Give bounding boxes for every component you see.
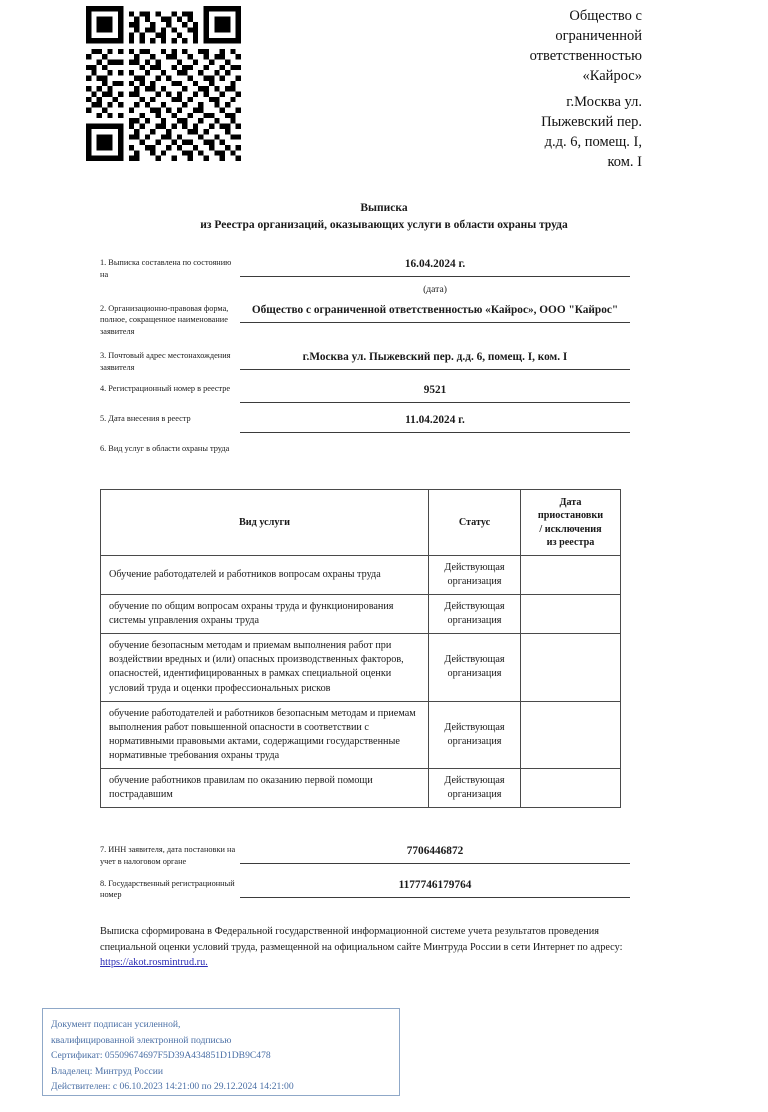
column-header-service: Вид услуги <box>101 490 429 556</box>
service-suspension-date <box>521 556 621 595</box>
field-row-3 <box>100 349 630 374</box>
organization-address-block <box>432 92 642 172</box>
organization-name-line-2: ограниченной <box>555 28 642 44</box>
form-fields-upper <box>100 256 630 460</box>
field-row-1 <box>100 256 630 281</box>
field-5-value: 11.04.2024 г. <box>240 412 630 433</box>
form-fields-lower <box>100 843 630 901</box>
document-header <box>0 0 768 172</box>
column-header-suspension-date <box>521 490 621 556</box>
column-header-suspension-date-line-3: / исключения <box>539 523 602 535</box>
signature-owner: Владелец: Минтруд России <box>51 1065 163 1077</box>
service-name: обучение по общим вопросам охраны труда и функционирования системы управления охраны труда <box>101 595 429 634</box>
table-row <box>101 701 621 768</box>
service-status: Действующая организация <box>429 556 521 595</box>
service-status: Действующая организация <box>429 595 521 634</box>
service-suspension-date <box>521 701 621 768</box>
address-line-3: д.д. 6, помещ. I, <box>544 134 642 150</box>
service-suspension-date <box>521 634 621 701</box>
service-status: Действующая организация <box>429 701 521 768</box>
field-8-label: 8. Государственный регистрационный номер <box>100 878 235 900</box>
field-6-value <box>240 442 630 460</box>
service-status: Действующая организация <box>429 768 521 807</box>
service-name: обучение работодателей и работников безопасным методам и приемам выполнения работ повышенной опасности в соответствии с нормативными правовыми актами, содержащими государственные нормативные требования охраны труда <box>101 701 429 768</box>
page-title-line-1: Выписка <box>360 202 408 214</box>
address-line-1: г.Москва ул. <box>566 94 642 110</box>
column-header-suspension-date-line-2: приостановки <box>537 510 604 522</box>
organization-name-line-4: «Кайрос» <box>582 68 642 84</box>
table-row <box>101 768 621 807</box>
signature-line-1: Документ подписан усиленной, <box>51 1019 181 1030</box>
table-row <box>101 595 621 634</box>
electronic-signature-stamp <box>42 1008 400 1096</box>
service-name: Обучение работодателей и работников вопросам охраны труда <box>101 556 429 595</box>
field-row-7 <box>100 843 630 868</box>
field-6-label: 6. Вид услуг в области охраны труда <box>100 444 230 454</box>
field-4-label: 4. Регистрационный номер в реестре <box>100 384 231 394</box>
footer-note-text: Выписка сформирована в Федеральной государственной информационной системе учета результатов проведения специальной оценки условий труда, размещенной на официальном сайте Минтруда России в сети Интернет по адресу: <box>100 926 623 953</box>
field-8-value: 1177746179764 <box>240 877 630 898</box>
page-title <box>100 200 668 233</box>
service-name: обучение работников правилам по оказанию первой помощи пострадавшим <box>101 768 429 807</box>
field-2-value: Общество с ограниченной ответственностью «Кайрос», ООО "Кайрос" <box>240 302 630 323</box>
signature-certificate: Сертификат: 05509674697F5D39A434851D1DB9C478 <box>51 1050 271 1062</box>
service-suspension-date <box>521 768 621 807</box>
service-name: обучение безопасным методам и приемам выполнения работ при воздействии вредных и (или) опасных производственных факторов, опасностей, идентифицированных в рамках специальной оценки условий труда и оценки профессиональных рисков <box>101 634 429 701</box>
table-header-row <box>101 490 621 556</box>
field-3-label: 3. Почтовый адрес местонахождения заявителя <box>100 350 231 372</box>
table-row <box>101 634 621 701</box>
field-2-label: 2. Организационно-правовая форма, полное, сокращенное наименование заявителя <box>100 303 229 337</box>
table-row <box>101 556 621 595</box>
signature-line-2: квалифицированной электронной подписью <box>51 1034 232 1046</box>
field-row-8 <box>100 877 630 902</box>
service-suspension-date <box>521 595 621 634</box>
field-7-value: 7706446872 <box>240 843 630 864</box>
field-1-label: 1. Выписка составлена по состоянию на <box>100 258 232 279</box>
organization-name-line-1: Общество с <box>569 8 642 24</box>
field-4-value: 9521 <box>240 382 630 403</box>
column-header-suspension-date-line-1: Дата <box>559 497 582 508</box>
field-row-2 <box>100 302 630 338</box>
field-row-6 <box>100 442 630 460</box>
services-table <box>100 489 621 808</box>
organization-name-block <box>432 6 642 86</box>
footer-note <box>100 924 656 971</box>
field-1-value: 16.04.2024 г. <box>240 256 630 277</box>
qr-code-icon <box>86 6 241 161</box>
organization-name-line-3: ответственностью <box>529 48 642 64</box>
field-7-label: 7. ИНН заявителя, дата постановки на учет в налоговом органе <box>100 845 236 866</box>
address-line-2: Пыжевский пер. <box>541 114 642 130</box>
page-title-line-2: из Реестра организаций, оказывающих услуги в области охраны труда <box>200 218 568 231</box>
signature-validity: Действителен: с 06.10.2023 14:21:00 по 29.12.2024 14:21:00 <box>51 1081 294 1093</box>
service-status: Действующая организация <box>429 634 521 701</box>
field-1-caption: (дата) <box>423 283 447 295</box>
field-row-4 <box>100 382 630 403</box>
address-line-4: ком. I <box>607 154 642 170</box>
column-header-suspension-date-line-4: из реестра <box>546 536 595 548</box>
field-5-label: 5. Дата внесения в реестр <box>100 414 191 424</box>
column-header-status: Статус <box>429 490 521 556</box>
field-3-value: г.Москва ул. Пыжевский пер. д.д. 6, помещ. I, ком. I <box>240 349 630 370</box>
field-row-5 <box>100 412 630 433</box>
registry-website-link[interactable]: https://akot.rosmintrud.ru. <box>100 957 208 969</box>
